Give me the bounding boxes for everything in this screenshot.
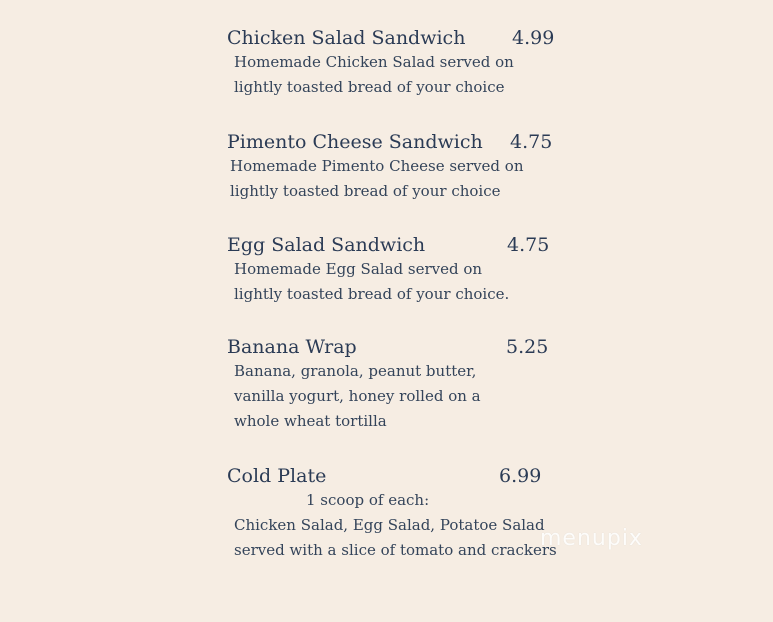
item-description	[234, 359, 567, 434]
menupix-watermark: menupix	[540, 526, 643, 551]
description-line: Homemade Chicken Salad served on	[234, 53, 514, 71]
item-price: 4.99	[512, 27, 555, 49]
description-line: lightly toasted bread of your choice	[230, 182, 501, 200]
item-description	[230, 154, 567, 204]
item-description	[234, 50, 567, 100]
item-price: 5.25	[506, 336, 549, 358]
item-name: Pimento Cheese Sandwich	[227, 131, 483, 153]
item-description	[234, 257, 567, 307]
description-line: Banana, granola, peanut butter,	[234, 362, 477, 380]
item-name: Chicken Salad Sandwich	[227, 27, 466, 49]
item-name: Banana Wrap	[227, 336, 357, 358]
description-line: 1 scoop of each:	[306, 491, 430, 509]
description-line: Homemade Egg Salad served on	[234, 260, 483, 278]
item-price: 4.75	[507, 234, 550, 256]
item-price: 4.75	[510, 131, 553, 153]
item-name: Cold Plate	[227, 465, 327, 487]
description-line: lightly toasted bread of your choice	[234, 78, 505, 96]
item-description	[234, 488, 567, 563]
description-line: served with a slice of tomato and crackers	[234, 541, 557, 559]
item-name: Egg Salad Sandwich	[227, 234, 426, 256]
description-line: Homemade Pimento Cheese served on	[230, 157, 524, 175]
description-line: Chicken Salad, Egg Salad, Potatoe Salad	[234, 516, 545, 534]
menu-item	[227, 26, 567, 100]
menu-item	[227, 464, 567, 563]
description-line: whole wheat tortilla	[234, 412, 387, 430]
menu-item	[227, 233, 567, 307]
description-line: vanilla yogurt, honey rolled on a	[234, 387, 481, 405]
item-price: 6.99	[499, 465, 542, 487]
menu-item	[227, 130, 567, 204]
menu-item	[227, 335, 567, 434]
description-line: lightly toasted bread of your choice.	[234, 285, 510, 303]
